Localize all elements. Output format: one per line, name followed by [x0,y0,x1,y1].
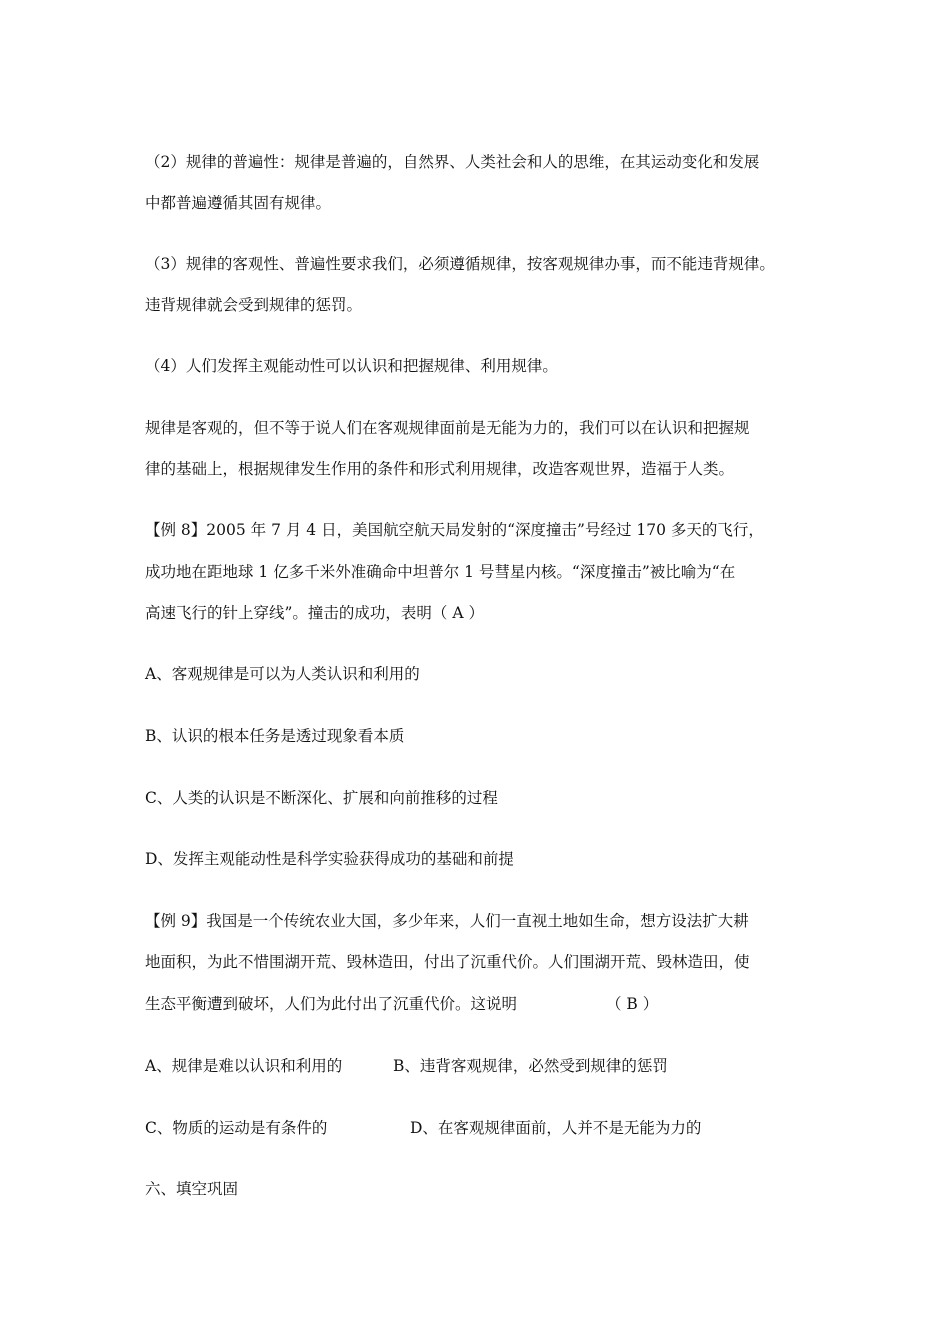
paragraph-line: 中都普遍遵循其固有规律。 [145,194,332,212]
paragraph-line: 成功地在距地球 1 亿多千米外准确命中坦普尔 1 号彗星内核。“深度撞击”被比喻为“在 [145,563,736,581]
paragraph-line: 律的基础上，根据规律发生作用的条件和形式利用规律，改造客观世界，造福于人类。 [145,460,735,478]
paragraph-line: 违背规律就会受到规律的惩罚。 [145,296,363,314]
option-line: B、认识的根本任务是透过现象看本质 [145,727,405,745]
option-line: A、规律是难以认识和利用的 [145,1057,343,1075]
paragraph-line: （2）规律的普遍性：规律是普遍的，自然界、人类社会和人的思维，在其运动变化和发展 [145,153,760,171]
paragraph-line: 地面积，为此不惜围湖开荒、毁林造田，付出了沉重代价。人们围湖开荒、毁林造田，使 [145,953,750,971]
paragraph-line: 【例 9】我国是一个传统农业大国，多少年来，人们一直视土地如生命，想方设法扩大耕 [145,912,749,930]
paragraph-line: 高速飞行的针上穿线”。撞击的成功，表明（ A ） [145,604,484,622]
option-line: C、物质的运动是有条件的 [145,1119,328,1137]
option-line: D、发挥主观能动性是科学实验获得成功的基础和前提 [145,850,514,868]
option-line: C、人类的认识是不断深化、扩展和向前推移的过程 [145,789,498,807]
section-heading: 六、填空巩固 [145,1180,239,1198]
option-line: D、在客观规律面前，人并不是无能为力的 [410,1119,702,1137]
paragraph-line: （4）人们发挥主观能动性可以认识和把握规律、利用规律。 [145,357,558,375]
answer-bracket: （ B ） [606,995,659,1013]
paragraph-line: 规律是客观的，但不等于说人们在客观规律面前是无能为力的，我们可以在认识和把握规 [145,419,750,437]
paragraph-line: 【例 8】2005 年 7 月 4 日，美国航空航天局发射的“深度撞击”号经过 170 多天的飞行， [145,521,764,539]
option-line: B、违背客观规律，必然受到规律的惩罚 [393,1057,668,1075]
option-line: A、客观规律是可以为人类认识和利用的 [145,665,420,683]
paragraph-line: 生态平衡遭到破坏，人们为此付出了沉重代价。这说明 [145,995,518,1013]
paragraph-line: （3）规律的客观性、普遍性要求我们，必须遵循规律，按客观规律办事，而不能违背规律。 [145,255,775,273]
